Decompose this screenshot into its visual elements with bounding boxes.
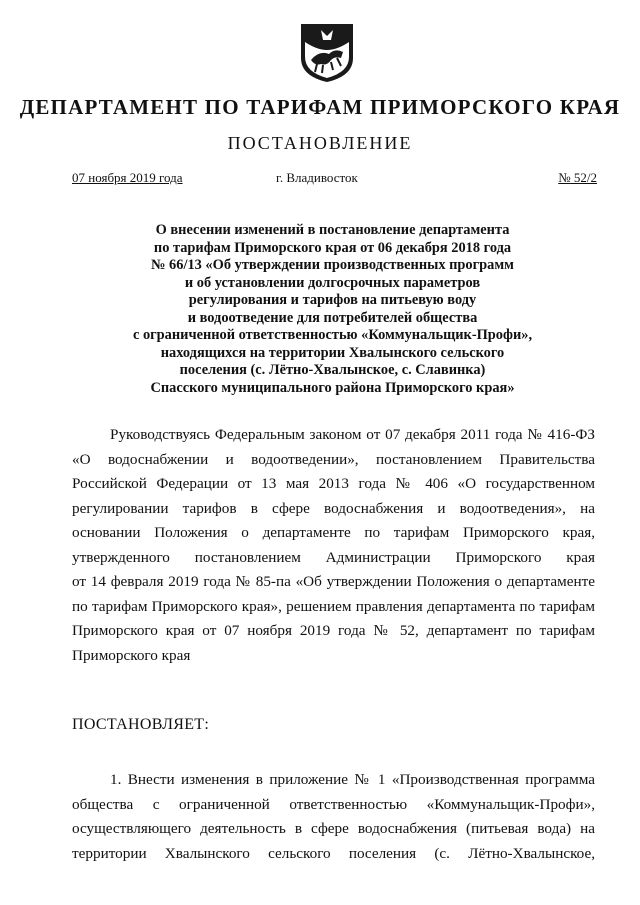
- document-number: № 52/2: [558, 170, 597, 185]
- item-line: осуществляющего деятельность в сфере водоснабжения (питьевая вода) на: [72, 820, 595, 837]
- subject-line: поселения (с. Лётно-Хвалынское, с. Славинка): [179, 362, 486, 378]
- preamble-line: по тарифам Приморского края», решением правления департамента по тарифам: [72, 597, 595, 615]
- preamble-line: основании Положения о департаменте по тарифам Приморского края,: [72, 524, 595, 541]
- item-line: территории Хвалынского сельского поселения (с. Лётно-Хвалынское,: [72, 844, 595, 862]
- department-title: ДЕПАРТАМЕНТ ПО ТАРИФАМ ПРИМОРСКОГО КРАЯ: [19, 95, 621, 119]
- preamble-line: утвержденного постановлением Администрации Приморского края: [72, 548, 595, 566]
- document-city: г. Владивосток: [276, 170, 358, 185]
- coat-of-arms-icon: [297, 20, 357, 84]
- preamble-line: «О водоснабжении и водоотведении», постановлением Правительства: [72, 450, 595, 468]
- preamble-line: Приморского края: [72, 646, 191, 664]
- subject-line: № 66/13 «Об утверждении производственных программ: [151, 257, 514, 273]
- subject-line: с ограниченной ответственностью «Коммунальщик-Профи»,: [132, 327, 533, 343]
- preamble-line: от 14 февраля 2019 года № 85-па «Об утверждении Положения о департаменте: [72, 573, 595, 590]
- preamble-paragraph: [72, 423, 595, 668]
- subject-line: по тарифам Приморского края от 06 декабря 2018 года: [153, 239, 512, 256]
- preamble-line: Приморского края от 07 ноября 2019 года № 52, департамент по тарифам: [72, 622, 595, 639]
- subject-line: и водоотведение для потребителей общества: [187, 309, 478, 326]
- item-1-paragraph: [72, 768, 595, 866]
- subject-line: регулирования и тарифов на питьевую воду: [188, 292, 477, 308]
- item-line: общества с ограниченной ответственностью «Коммунальщик-Профи»,: [72, 795, 595, 813]
- subject-line: О внесении изменений в постановление департамента: [155, 222, 510, 238]
- subject-line: находящихся на территории Хвалынского сельского: [160, 344, 505, 361]
- document-subject: [100, 222, 565, 397]
- preamble-line: регулировании тарифов в сфере водоснабжения и водоотведения», на: [72, 499, 595, 517]
- preamble-line: Российской Федерации от 13 мая 2013 года № 406 «О государственном: [72, 475, 595, 492]
- subject-line: Спасского муниципального района Приморского края»: [150, 379, 515, 396]
- item-line: 1. Внести изменения в приложение № 1 «Производственная программа: [110, 771, 595, 788]
- document-date: 07 ноября 2019 года: [72, 170, 183, 185]
- preamble-line: Руководствуясь Федеральным законом от 07 декабря 2011 года № 416-ФЗ: [110, 426, 595, 443]
- decree-heading: ПОСТАНОВЛЯЕТ:: [72, 716, 210, 733]
- document-type: ПОСТАНОВЛЕНИЕ: [227, 133, 413, 153]
- subject-line: и об установлении долгосрочных параметров: [184, 274, 481, 291]
